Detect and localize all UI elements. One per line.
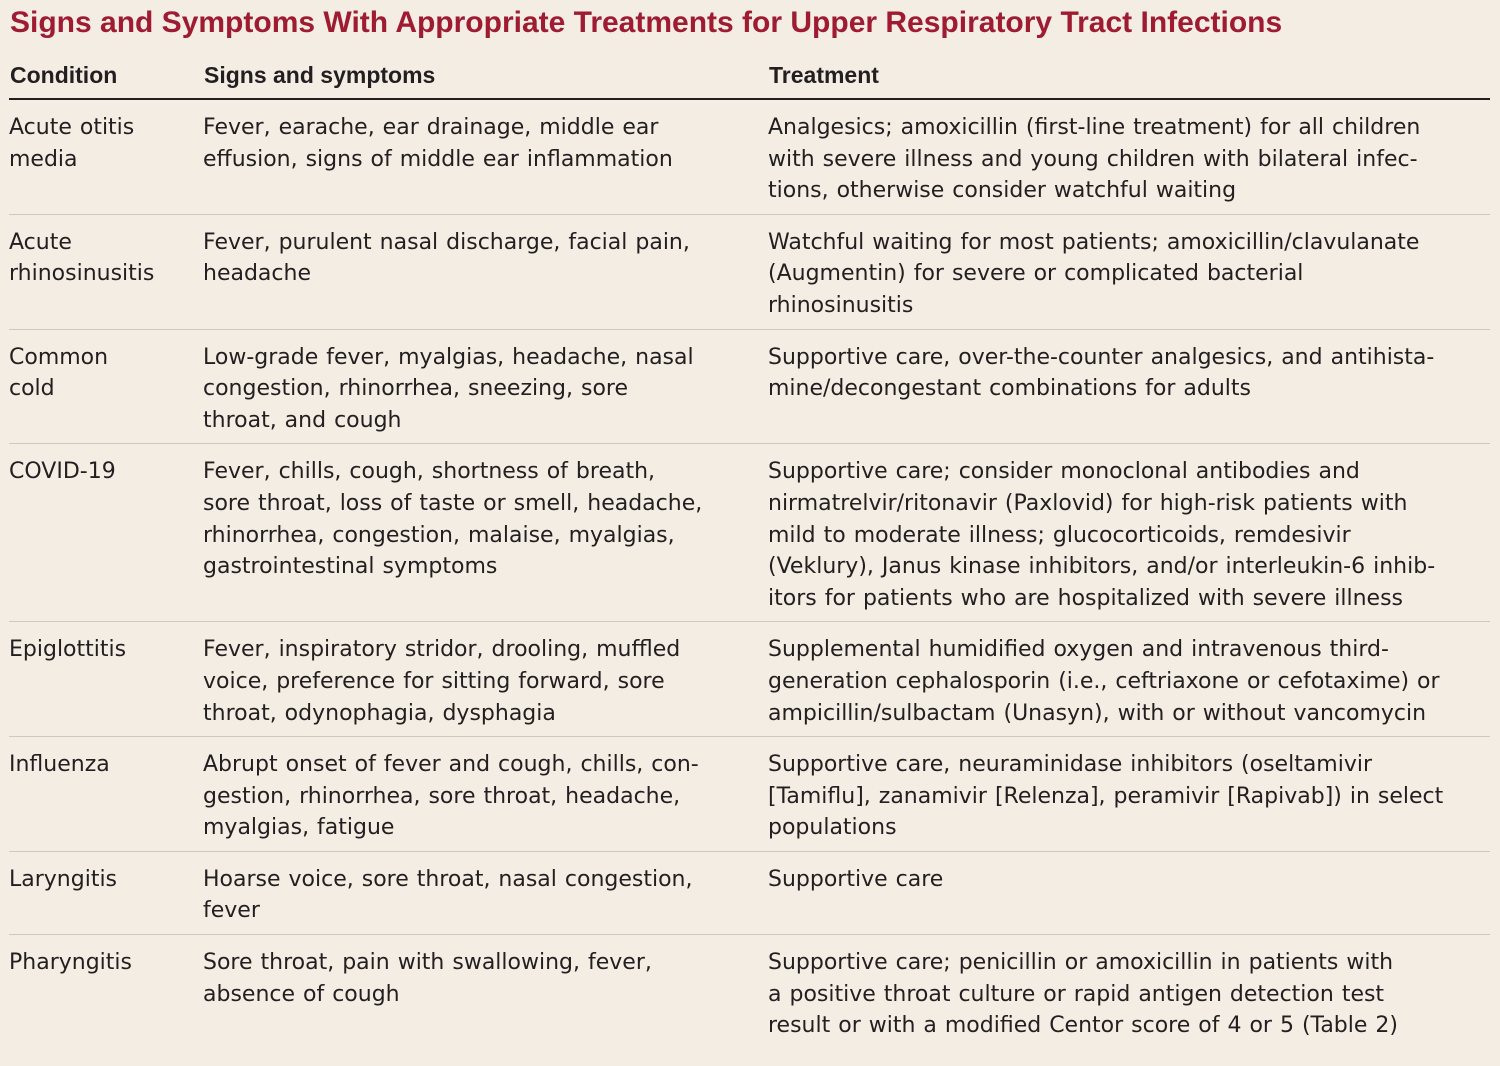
table-row	[9, 214, 1490, 329]
header-signs: Signs and symptoms	[203, 52, 768, 99]
header-condition: Condition	[9, 52, 203, 99]
table-row	[9, 851, 1490, 934]
condition-cell: Pharyngitis	[9, 950, 132, 976]
signs-cell: Sore throat, pain with swallowing, fever, absence of cough	[203, 950, 652, 1007]
table-row	[9, 329, 1490, 444]
table-title: Signs and Symptoms With Appropriate Treatments for Upper Respiratory Tract Infections	[10, 6, 1283, 39]
header-row	[9, 52, 1490, 99]
condition-cell: Laryngitis	[9, 851, 203, 934]
treatment-cell: Supportive care	[768, 851, 1490, 934]
treatment-cell: Supportive care, neuraminidase inhibitors (oseltamivir [Tamiflu], zanamivir [Relenza], peramivir [Rapivab]) in select populations	[768, 737, 1490, 852]
header-treatment: Treatment	[768, 52, 1490, 99]
table-row	[9, 622, 1490, 737]
signs-cell: Fever, inspiratory stridor, drooling, muffled voice, preference for sitting forward, sore throat, odynophagia, dysphagia	[203, 622, 768, 737]
table-row	[9, 444, 1490, 622]
condition-cell: Epiglottitis	[9, 622, 203, 737]
signs-cell: Fever, purulent nasal discharge, facial pain, headache	[203, 214, 768, 329]
condition-cell: Common cold	[9, 329, 203, 444]
signs-cell: Low-grade fever, myalgias, headache, nasal congestion, rhinorrhea, sneezing, sore throat, and cough	[203, 329, 768, 444]
treatment-cell: Supportive care; consider monoclonal antibodies and nirmatrelvir/ritonavir (Paxlovid) for high-risk patients with mild to moderate illness; glucocorticoids, remdesivir (Veklury), Janus kinase inhibitors, and/or interleukin-6 inhib- itors for patients who are hospitalized with severe illness	[768, 444, 1490, 622]
signs-cell: Abrupt onset of fever and cough, chills, con- gestion, rhinorrhea, sore throat, headache, myalgias, fatigue	[203, 737, 768, 852]
condition-cell: COVID-19	[9, 444, 203, 622]
treatment-cell: Supportive care, over-the-counter analgesics, and antihista- mine/decongestant combinations for adults	[768, 329, 1490, 444]
table-row	[9, 737, 1490, 852]
condition-cell: Influenza	[9, 737, 203, 852]
signs-cell: Hoarse voice, sore throat, nasal congestion, fever	[203, 851, 768, 934]
table-row	[9, 935, 1490, 1049]
condition-cell: Acute rhinosinusitis	[9, 214, 203, 329]
condition-cell: Acute otitis media	[9, 99, 203, 214]
treatment-cell: Analgesics; amoxicillin (first-line treatment) for all children with severe illness and young children with bilateral infec- tions, otherwise consider watchful waiting	[768, 99, 1490, 214]
signs-cell: Fever, earache, ear drainage, middle ear effusion, signs of middle ear inflammation	[203, 99, 768, 214]
conditions-table	[9, 52, 1490, 1049]
table-row	[9, 99, 1490, 214]
treatment-cell: Supportive care; penicillin or amoxicillin in patients with a positive throat culture or rapid antigen detection test result or with a modified Centor score of 4 or 5 (Table 2)	[768, 950, 1398, 1039]
signs-cell: Fever, chills, cough, shortness of breath, sore throat, loss of taste or smell, headache, rhinorrhea, congestion, malaise, myalgias, gastrointestinal symptoms	[203, 444, 768, 622]
treatment-cell: Supplemental humidified oxygen and intravenous third- generation cephalosporin (i.e., ceftriaxone or cefotaxime) or ampicillin/sulbactam (Unasyn), with or without vancomycin	[768, 622, 1490, 737]
treatment-cell: Watchful waiting for most patients; amoxicillin/clavulanate (Augmentin) for severe or complicated bacterial rhinosinusitis	[768, 214, 1490, 329]
